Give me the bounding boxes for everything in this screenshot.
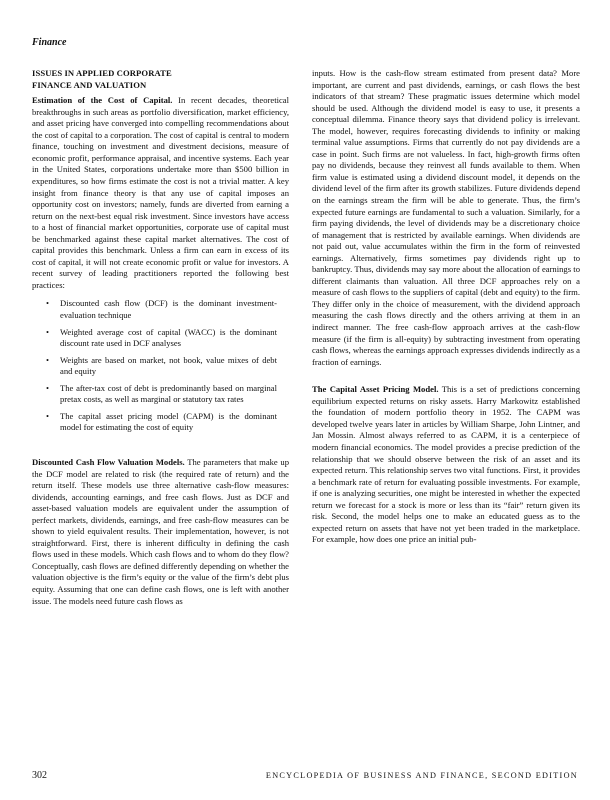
dcf-paragraph (32, 457, 289, 607)
book-title: ENCYCLOPEDIA OF BUSINESS AND FINANCE, SECOND EDITION (265, 771, 578, 780)
best-practices-list (32, 298, 289, 433)
best-practice-item: • The capital asset pricing model (CAPM) is the dominant model for estimating the cost of equity (46, 411, 289, 434)
running-head: Finance (32, 37, 67, 48)
dcf-continued-paragraph: inputs. How is the cash-flow stream estimated from present data? More important, are current and past dividends, earnings, or cash flows the best indicators of that stream? These pragmatic issues determine which model should be used. Although the dividend model is easy to use, it presents a conceptual dilemma. Finance theory says that dividend policy is irrelevant. The model, however, requires forecasting dividends to infinity or making terminal value assumptions. Firms that currently do not pay dividends are a case in point. Such firms are not valueless. In fact, high-growth firms often pay no dividends, because they reinvest all funds available to them. When firm value is estimated using a dividend discount model, it depends on the dividend level of the firm after its growth stabilizes. Future dividends depend on the earnings stream the firm will be able to generate. Thus, the firm’s expected future earnings are fundamental to such a valuation. Similarly, for a firm paying dividends, the level of dividends may be a discretionary choice of management that is restricted by available earnings. When dividends are not paid out, value accumulates within the firm in the form of reinvested earnings. Alternatively, firms sometimes pay dividends right up to bankruptcy. Thus, dividends may say more about the allocation of earnings to different claimants than valuation. All three DCF approaches rely on a measure of cash flows to the suppliers of capital (debt and equity) to the firm. They differ only in the choice of measurement, with the dividend approach measuring the cash flows directly and the others arriving at them in an indirect manner. The free cash-flow approach arrives at the cash-flow measure (if the firm is all-equity) by subtracting investment from operating cash flows, whereas the earnings approach expresses dividends indirectly as a fraction of earnings. (312, 68, 580, 367)
best-practice-item: • The after-tax cost of debt is predominantly based on marginal pretax costs, as well as marginal or statutory tax rates (46, 383, 289, 406)
cost-of-capital-body: In recent decades, theoretical breakthroughs in such areas as portfolio diversification, market efficiency, and asset pricing have converged into compelling recommendations about the cost of capital to a corporation. The cost of capital is central to modern finance, touching on investment and divestment decisions, measure of economic profit, performance appraisal, and incentive systems. Each year in the United States, corporations undertake more than $500 billion in expenditures, so how firms estimate the cost is not a trivial matter. A key insight from finance theory is that any use of capital imposes an opportunity cost on investors; namely, funds are diverted from earning a return on the next-best equal risk investment. Since investors have access to a host of financial market opportunities, corporate use of capital must be benchmarked against these capital market alternatives. The cost of capital provides this benchmark. Unless a firm can earn in excess of its cost of capital, it will not create economic profit or value for investors. A recent survey of leading practitioners reported the following best practices: (32, 95, 289, 290)
capm-title: The Capital Asset Pricing Model. (312, 384, 439, 395)
section-heading (32, 68, 289, 91)
capm-body: This is a set of predictions concerning equilibrium expected returns on risky assets. Harry Markowitz established the foundation of modern portfolio theory in 1952. The CAPM was developed twelve years later in articles by William Sharpe, John Lintner, and Jan Mossin. Almost always referred to as CAPM, it is a centerpiece of modern financial economics. The model provides a precise prediction of the relationship that we should observe between the risk of an asset and its expected return. This relationship serves two vital functions. First, it provides a benchmark rate of return for evaluating possible investments. For example, if one is analyzing securities, one might be interested in whether the expected return we forecast for a stock is more or less than its “fair” return given its risk. Second, the model helps one to make an educated guess as to the expected return on assets that have not yet been traded in the marketplace. For example, how does one price an initial pub- (312, 384, 581, 545)
best-practice-item: • Discounted cash flow (DCF) is the dominant investment-evaluation technique (46, 298, 289, 321)
paragraph-spacer (32, 439, 289, 457)
cost-of-capital-paragraph (32, 95, 289, 291)
section-heading-line-1: ISSUES IN APPLIED CORPORATE (32, 68, 172, 78)
dcf-title: Discounted Cash Flow Valuation Models. (32, 456, 185, 467)
best-practice-item: • Weights are based on market, not book, value mixes of debt and equity (46, 355, 289, 378)
left-column (32, 68, 289, 607)
dcf-body: The parameters that make up the DCF model are related to risk (the required rate of return) and the return itself. These models use three alternative cash-flow measures: dividends, accounting earnings, and free cash flows. Just as DCF and asset-based valuation models are equivalent under the assumption of perfect markets, dividends, earnings, and free cash-flow measures can be shown to yield equivalent results. Their implementation, however, is not straightforward. First, there is inherent difficulty in defining the cash flows used in these models. Which cash flows and to whom do they flow? Conceptually, cash flows are defined differently depending on whether the valuation objective is the firm’s equity or the value of the firm’s debt plus equity. Assuming that one can define cash flows, one is left with another issue. The models need future cash flows as (32, 456, 289, 606)
section-heading-line-2: FINANCE AND VALUATION (32, 79, 147, 90)
right-column (312, 68, 580, 546)
best-practice-item: • Weighted average cost of capital (WACC) is the dominant discount rate used in DCF analyses (46, 327, 289, 350)
page-number: 302 (32, 770, 47, 781)
paragraph-spacer (312, 368, 580, 384)
cost-of-capital-title: Estimation of the Cost of Capital. (32, 95, 173, 106)
capm-paragraph (312, 384, 580, 546)
